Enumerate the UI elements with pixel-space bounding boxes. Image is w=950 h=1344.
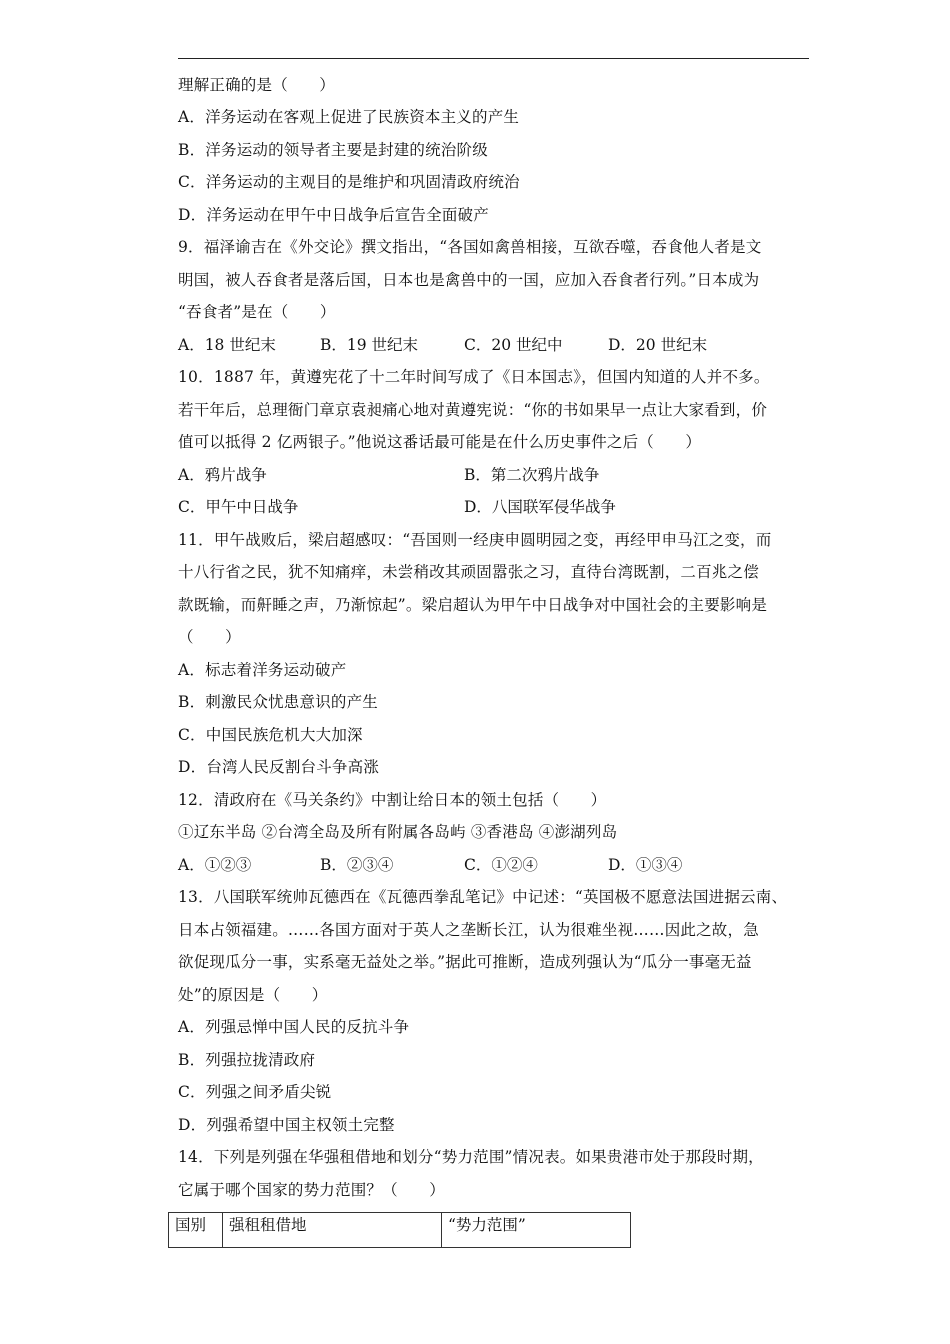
q8-option-d: D．洋务运动在甲午中日战争后宣告全面破产 xyxy=(178,206,489,224)
q11-option-d: D．台湾人民反割台斗争高涨 xyxy=(178,758,380,776)
table-header-leased-territory: 强租租借地 xyxy=(223,1213,442,1248)
q13-line-4: 处”的原因是（ ） xyxy=(178,986,328,1004)
q13-line-3: 欲促现瓜分一事，实系毫无益处之举。”据此可推断，造成列强认为“瓜分一事毫无益 xyxy=(178,953,752,971)
q8-option-b: B．洋务运动的领导者主要是封建的统治阶级 xyxy=(178,141,488,159)
q9-line-3: “吞食者”是在（ ） xyxy=(178,303,336,321)
q13-option-c: C．列强之间矛盾尖锐 xyxy=(178,1083,332,1101)
q11-option-b: B．刺激民众忧患意识的产生 xyxy=(178,693,378,711)
q11-option-c: C．中国民族危机大大加深 xyxy=(178,726,363,744)
table-header-country: 国别 xyxy=(169,1213,223,1248)
q10-line-2: 若干年后，总理衙门章京袁昶痛心地对黄遵宪说：“你的书如果早一点让大家看到，价 xyxy=(178,401,768,419)
q10-option-c: C．甲午中日战争 xyxy=(178,498,299,516)
q12-line-1: 12．清政府在《马关条约》中割让给日本的领土包括（ ） xyxy=(178,791,607,809)
q12-line-2: ①辽东半岛 ②台湾全岛及所有附属各岛屿 ③香港岛 ④澎湖列岛 xyxy=(178,823,618,841)
q13-line-2: 日本占领福建。……各国方面对于英人之垄断长江，认为很难坐视……因此之故，急 xyxy=(178,921,759,939)
q8-option-c: C．洋务运动的主观目的是维护和巩固清政府统治 xyxy=(178,173,520,191)
q12-option-b: B．②③④ xyxy=(320,856,394,874)
q11-line-2: 十八行省之民，犹不知痛痒，未尝稍改其顽固嚣张之习，直待台湾既割，二百兆之偿 xyxy=(178,563,759,581)
q10-option-a: A．鸦片战争 xyxy=(178,466,267,484)
q13-option-a: A．列强忌惮中国人民的反抗斗争 xyxy=(178,1018,410,1036)
q9-option-b: B．19 世纪末 xyxy=(320,336,419,354)
header-rule xyxy=(178,58,809,59)
q9-option-d: D．20 世纪末 xyxy=(608,336,708,354)
q13-option-d: D．列强希望中国主权领土完整 xyxy=(178,1116,395,1134)
q11-option-a: A．标志着洋务运动破产 xyxy=(178,661,347,679)
q10-option-b: B．第二次鸦片战争 xyxy=(464,466,600,484)
q10-line-1: 10．1887 年，黄遵宪花了十二年时间写成了《日本国志》，但国内知道的人并不多。 xyxy=(178,368,770,386)
table-header-sphere: “势力范围” xyxy=(442,1213,631,1248)
q9-option-a: A．18 世纪末 xyxy=(178,336,276,354)
q12-option-c: C．①②④ xyxy=(464,856,538,874)
table-header-row xyxy=(169,1213,631,1248)
q11-line-1: 11．甲午战败后，梁启超感叹：“吾国则一经庚申圆明园之变，再经甲申马江之变，而 xyxy=(178,531,772,549)
q8-option-a: A．洋务运动在客观上促进了民族资本主义的产生 xyxy=(178,108,520,126)
q14-line-1: 14．下列是列强在华强租借地和划分“势力范围”情况表。如果贵港市处于那段时期， xyxy=(178,1148,764,1166)
q12-option-a: A．①②③ xyxy=(178,856,252,874)
q10-option-d: D．八国联军侵华战争 xyxy=(464,498,616,516)
q13-line-1: 13．八国联军统帅瓦德西在《瓦德西拳乱笔记》中记述：“英国极不愿意法国进据云南、 xyxy=(178,888,788,906)
q11-line-3: 款既输，而鼾睡之声，乃渐惊起”。梁启超认为甲午中日战争对中国社会的主要影响是 xyxy=(178,596,768,614)
q8-stem-tail: 理解正确的是（ ） xyxy=(178,76,336,94)
q12-option-d: D．①③④ xyxy=(608,856,683,874)
q13-option-b: B．列强拉拢清政府 xyxy=(178,1051,316,1069)
q9-line-1: 9．福泽谕吉在《外交论》撰文指出，“各国如禽兽相接，互欲吞噬，吞食他人者是文 xyxy=(178,238,762,256)
q9-line-2: 明国，被人吞食者是落后国，日本也是禽兽中的一国，应加入吞食者行列。”日本成为 xyxy=(178,271,760,289)
spheres-of-influence-table xyxy=(168,1212,631,1248)
q14-line-2: 它属于哪个国家的势力范围？（ ） xyxy=(178,1181,445,1199)
q9-option-c: C．20 世纪中 xyxy=(464,336,563,354)
q11-line-4: （ ） xyxy=(178,628,241,646)
q10-line-3: 值可以抵得 2 亿两银子。”他说这番话最可能是在什么历史事件之后（ ） xyxy=(178,433,702,451)
